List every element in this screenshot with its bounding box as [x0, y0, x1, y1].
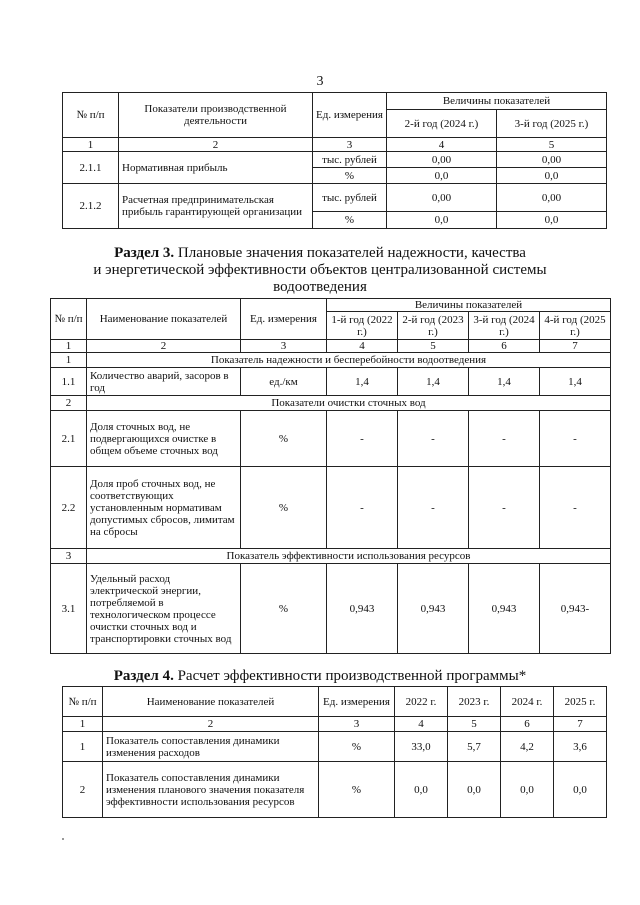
- column-number: 1: [51, 340, 87, 353]
- row-value: -: [540, 411, 611, 467]
- column-number: 2: [119, 138, 313, 152]
- column-number: 4: [395, 717, 448, 732]
- group-num: 1: [51, 353, 87, 368]
- header-unit: Ед. измерения: [319, 687, 395, 717]
- header-year-3: 3-й год (2025 г.): [497, 110, 607, 138]
- group-title: Показатели очистки сточных вод: [87, 396, 611, 411]
- header-unit: Ед. измерения: [313, 93, 387, 138]
- column-number: 7: [540, 340, 611, 353]
- column-number: 3: [241, 340, 327, 353]
- table-row: [63, 732, 607, 762]
- group-row: [51, 396, 611, 411]
- column-number: 4: [387, 138, 497, 152]
- row-unit: %: [319, 732, 395, 762]
- row-value: -: [540, 467, 611, 549]
- column-number: 5: [398, 340, 469, 353]
- row-unit: %: [313, 168, 387, 184]
- group-title: Показатель эффективности использования ресурсов: [87, 549, 611, 564]
- column-number: 6: [501, 717, 554, 732]
- header-year-4: 4-й год (2025 г.): [540, 312, 611, 340]
- row-num: 1.1: [51, 368, 87, 396]
- header-year-2: 2-й год (2023 г.): [398, 312, 469, 340]
- row-value: -: [327, 411, 398, 467]
- header-num: № п/п: [63, 687, 103, 717]
- row-num: 2.1: [51, 411, 87, 467]
- header-values-group: Величины показателей: [327, 299, 611, 312]
- header-name: Наименование показателей: [87, 299, 241, 340]
- row-unit: %: [313, 212, 387, 229]
- scan-speck: [62, 838, 64, 840]
- row-num: 3.1: [51, 564, 87, 654]
- row-value: 0,0: [497, 212, 607, 229]
- header-year-3: 2024 г.: [501, 687, 554, 717]
- column-number: 2: [87, 340, 241, 353]
- efficiency-table: [62, 686, 607, 818]
- section3-title: [0, 245, 640, 296]
- row-value: -: [398, 467, 469, 549]
- table-row: [51, 368, 611, 396]
- column-number: 4: [327, 340, 398, 353]
- section4-title-rest: Расчет эффективности производственной программы*: [173, 668, 527, 684]
- row-unit: тыс. рублей: [313, 152, 387, 168]
- column-numbers-row: [51, 340, 611, 353]
- header-year-2: 2-й год (2024 г.): [387, 110, 497, 138]
- header-year-1: 2022 г.: [395, 687, 448, 717]
- row-value: 1,4: [469, 368, 540, 396]
- row-value: 0,943-: [540, 564, 611, 654]
- row-name: Показатель сопоставления динамики изменения расходов: [103, 732, 319, 762]
- row-value: 0,0: [387, 168, 497, 184]
- column-number: 5: [497, 138, 607, 152]
- row-value: 1,4: [540, 368, 611, 396]
- row-value: 0,943: [469, 564, 540, 654]
- header-num: № п/п: [63, 93, 119, 138]
- row-num: 2.2: [51, 467, 87, 549]
- row-unit: ед./км: [241, 368, 327, 396]
- row-value: 5,7: [448, 732, 501, 762]
- row-name: Количество аварий, засоров в год: [87, 368, 241, 396]
- row-value: 0,0: [387, 212, 497, 229]
- column-number: 1: [63, 138, 119, 152]
- row-name: Доля проб сточных вод, не соответствующих установленным нормативам допустимых сбросов, лимитам на сбросы: [87, 467, 241, 549]
- column-number: 5: [448, 717, 501, 732]
- section4-title-bold: Раздел 4.: [113, 668, 174, 684]
- row-name: Расчетная предпринимательская прибыль гарантирующей организации: [119, 184, 313, 229]
- reliability-indicators-table: [50, 298, 611, 654]
- header-year-2: 2023 г.: [448, 687, 501, 717]
- column-number: 2: [103, 717, 319, 732]
- row-value: 33,0: [395, 732, 448, 762]
- row-unit: %: [241, 467, 327, 549]
- table-row: [51, 564, 611, 654]
- row-value: -: [469, 411, 540, 467]
- row-num: 2.1.2: [63, 184, 119, 229]
- row-num: 2.1.1: [63, 152, 119, 184]
- header-year-3: 3-й год (2024 г.): [469, 312, 540, 340]
- row-unit: %: [319, 762, 395, 818]
- group-num: 2: [51, 396, 87, 411]
- table-row: [63, 152, 607, 168]
- row-value: 0,0: [501, 762, 554, 818]
- table-row: [63, 762, 607, 818]
- row-value: 0,0: [448, 762, 501, 818]
- column-number: 3: [313, 138, 387, 152]
- row-name: Доля сточных вод, не подвергающихся очистке в общем объеме сточных вод: [87, 411, 241, 467]
- header-values-group: Величины показателей: [387, 93, 607, 110]
- row-unit: тыс. рублей: [313, 184, 387, 212]
- column-number: 1: [63, 717, 103, 732]
- row-value: 0,00: [497, 184, 607, 212]
- row-value: -: [398, 411, 469, 467]
- row-value: 0,0: [554, 762, 607, 818]
- group-row: [51, 549, 611, 564]
- section4-title: [0, 668, 640, 685]
- group-num: 3: [51, 549, 87, 564]
- table-row: [51, 411, 611, 467]
- row-name: Нормативная прибыль: [119, 152, 313, 184]
- row-name: Показатель сопоставления динамики изменения планового значения показателя эффективности использования ресурсов: [103, 762, 319, 818]
- row-value: 1,4: [327, 368, 398, 396]
- section3-title-line3: водоотведения: [273, 279, 367, 295]
- column-number: 3: [319, 717, 395, 732]
- row-value: 0,943: [398, 564, 469, 654]
- section3-title-line2: и энергетической эффективности объектов централизованной системы: [93, 262, 547, 278]
- column-number: 7: [554, 717, 607, 732]
- production-indicators-table: [62, 92, 607, 229]
- table-row: [63, 184, 607, 212]
- row-name: Удельный расход электрической энергии, потребляемой в технологическом процессе очистки сточных вод и транспортировки сточных вод: [87, 564, 241, 654]
- header-num: № п/п: [51, 299, 87, 340]
- group-row: [51, 353, 611, 368]
- group-title: Показатель надежности и бесперебойности водоотведения: [87, 353, 611, 368]
- header-name: Наименование показателей: [103, 687, 319, 717]
- row-value: 0,0: [497, 168, 607, 184]
- row-value: 4,2: [501, 732, 554, 762]
- header-unit: Ед. измерения: [241, 299, 327, 340]
- row-value: 3,6: [554, 732, 607, 762]
- row-value: 0,0: [395, 762, 448, 818]
- column-number: 6: [469, 340, 540, 353]
- row-unit: %: [241, 564, 327, 654]
- row-num: 2: [63, 762, 103, 818]
- section3-title-bold: Раздел 3.: [114, 245, 175, 261]
- row-unit: %: [241, 411, 327, 467]
- header-indicator: Показатели производственной деятельности: [119, 93, 313, 138]
- row-value: -: [469, 467, 540, 549]
- header-year-1: 1-й год (2022 г.): [327, 312, 398, 340]
- row-value: -: [327, 467, 398, 549]
- row-value: 0,00: [387, 152, 497, 168]
- section3-title-rest: Плановые значения показателей надежности, качества: [174, 245, 526, 261]
- header-year-4: 2025 г.: [554, 687, 607, 717]
- row-value: 0,00: [387, 184, 497, 212]
- row-value: 0,943: [327, 564, 398, 654]
- column-numbers-row: [63, 138, 607, 152]
- row-num: 1: [63, 732, 103, 762]
- row-value: 0,00: [497, 152, 607, 168]
- column-numbers-row: [63, 717, 607, 732]
- table-row: [51, 467, 611, 549]
- row-value: 1,4: [398, 368, 469, 396]
- page-number: 3: [316, 74, 324, 89]
